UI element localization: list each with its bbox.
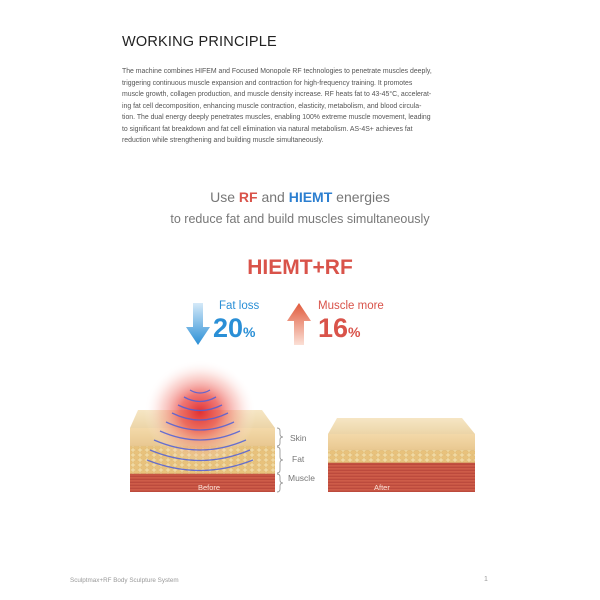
description-line: The machine combines HIFEM and Focused Monopole RF technologies to penetrate muscles deeply, (122, 68, 432, 75)
tagline-use: Use (210, 189, 236, 205)
page-title: WORKING PRINCIPLE (122, 34, 277, 50)
description-line: to significant fat breakdown and fat cell elimination via natural metabolism. AS-4S+ achieves fat (122, 125, 413, 133)
muscle-brace (277, 474, 283, 492)
tagline-rf: RF (238, 189, 258, 205)
after-tissue-block (328, 418, 475, 492)
muscle-more-label: Muscle more (318, 300, 384, 312)
before-label: Before (198, 483, 221, 492)
combo-title: HIEMT+RF (247, 256, 353, 279)
description-line: ing fat cell decomposition, enhancing muscle contraction, elasticity, metabolism, and blood circula- (122, 102, 422, 110)
tagline-energies: energies (336, 189, 390, 205)
fat-loss-unit: % (243, 324, 256, 340)
tagline-and: and (261, 189, 285, 205)
tagline-line-2: to reduce fat and build muscles simultaneously (170, 212, 430, 226)
fat-loss-number: 20 (213, 313, 244, 343)
after-label: After (374, 483, 390, 492)
muscle-label: Muscle (288, 473, 315, 483)
skin-brace (277, 428, 283, 446)
description-line: reduction while strengthening and building muscle simultaneously. (122, 137, 324, 144)
fat-loss-label: Fat loss (219, 300, 260, 312)
fat-label: Fat (292, 454, 305, 464)
muscle-more-unit: % (348, 324, 361, 340)
fat-brace (277, 447, 283, 473)
description-line: tion. The dual energy deeply penetrates muscles, enabling 100% extreme muscle movement, leading (122, 114, 431, 121)
skin-label: Skin (290, 433, 307, 443)
muscle-more-number: 16 (318, 313, 349, 343)
layer-braces (277, 428, 283, 492)
footer-product-name: Sculptmax+RF Body Sculpture System (70, 577, 179, 584)
description-line: muscle growth, collagen production, and muscle density increase. RF heats fat to 43-45°C, accelerat- (122, 91, 432, 98)
rf-heat-glow (144, 360, 256, 464)
footer-page-number: 1 (484, 576, 488, 583)
tagline-hiemt: HIEMT (288, 189, 333, 205)
description-line: triggering continuous muscle expansion and contraction for high-frequency training. It promotes (122, 79, 413, 87)
